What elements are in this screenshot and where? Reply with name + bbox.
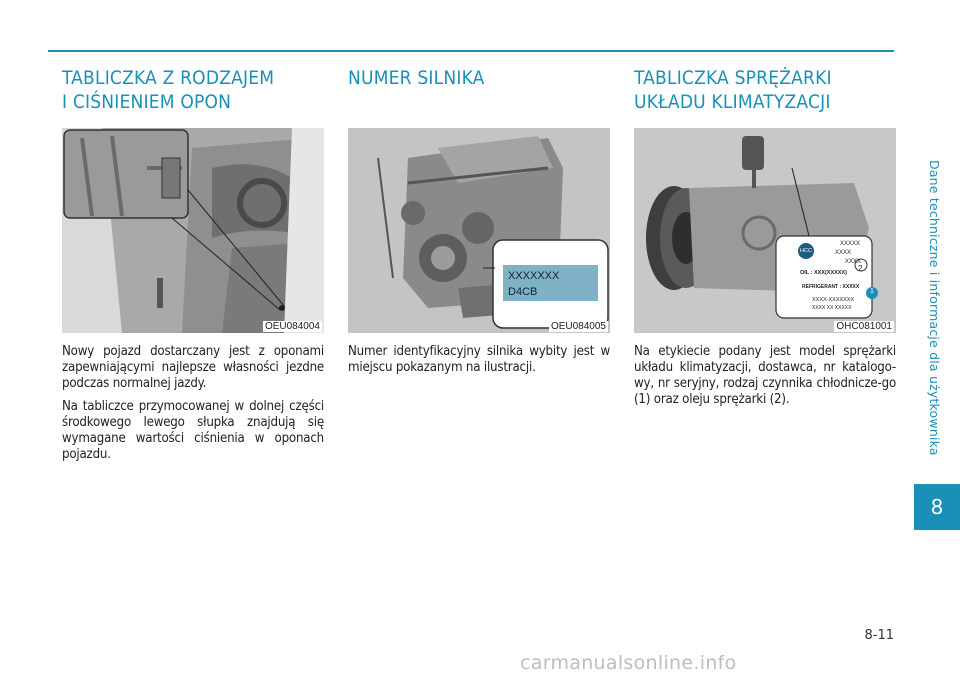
section-engine-number [348,66,610,375]
label-code: XXXX XX XXXXX [812,305,852,311]
label-line: XXXX [845,259,862,265]
heading-line: I CIŚNIENIEM OPON [62,91,232,113]
tire-label-figure [62,128,324,333]
label-line: XXXX [835,250,852,256]
label-brand: HCC [800,248,812,254]
engine-number-callout [508,268,559,300]
heading-line: NUMER SILNIKA [348,67,485,89]
section-heading [348,66,610,118]
section-body [62,344,324,470]
paragraph: Na tabliczce przymocowanej w dolnej części środkowego lewego słupka znajdują się wymagane wartości ciśnienia w oponach pojazdu. [62,399,324,462]
label-oil: OIL : XXX(XXXXX) [800,270,847,276]
callout-line: XXXXXXX [508,270,560,282]
section-body [348,344,610,383]
paragraph: Nowy pojazd dostarczany jest z oponami zapewniającymi najlepsze własności jezdne podczas normalnej jazdy. [62,344,324,391]
figure-code: OEU084005 [550,321,606,332]
marker-1: 1 [870,288,874,295]
paragraph: Na etykiecie podany jest model sprężarki układu klimatyzacji, dostawca, nr katalogo-wy, nr seryjny, rodzaj czynnika chłodnicze-go (1) oraz oleju sprężarki (2). [634,344,896,407]
paragraph: Numer identyfikacyjny silnika wybity jest w miejscu pokazanym na ilustracji. [348,344,610,375]
engine-illustration [348,128,610,333]
watermark: carmanualsonline.info [520,652,737,674]
page-number: 8-11 [864,628,894,643]
top-rule [48,50,894,52]
marker-2: 2 [858,264,863,273]
section-heading [634,66,896,118]
compressor-label [780,240,874,316]
callout-line: D4CB [508,286,538,298]
section-tire-label [62,66,324,462]
section-heading [62,66,324,118]
label-line: XXXXX [840,241,861,247]
label-code: XXXX-XXXXXXX [812,297,855,303]
engine-figure [348,128,610,333]
figure-code: OEU084004 [264,321,320,332]
chapter-tab: 8 [914,484,960,530]
compressor-figure [634,128,896,333]
heading-line: UKŁADU KLIMATYZACJI [634,91,831,113]
figure-code: OHC081001 [836,321,892,332]
section-ac-compressor [634,66,896,407]
heading-line: TABLICZKA Z RODZAJEM [62,67,275,89]
chapter-side-label: Dane techniczne i informacje dla użytkownika [927,160,942,456]
section-body [634,344,896,415]
label-refrigerant: REFRIGERANT : XXXXX [802,284,860,290]
heading-line: TABLICZKA SPRĘŻARKI [634,67,832,89]
car-interior-illustration [62,128,324,333]
